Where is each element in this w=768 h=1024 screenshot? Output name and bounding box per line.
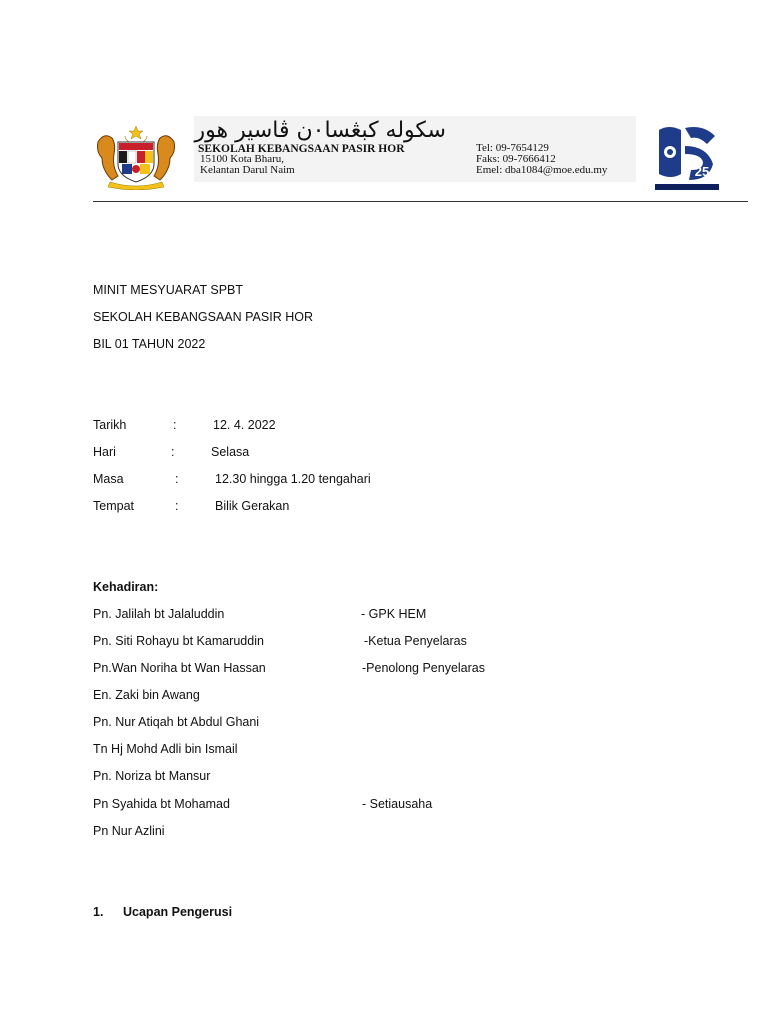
telephone: Tel: 09-7654129 (476, 142, 549, 154)
date-value: 12. 4. 2022 (213, 418, 276, 432)
attendee-role: - GPK HEM (361, 607, 427, 621)
day-value: Selasa (211, 445, 250, 459)
attendee-name: Tn Hj Mohd Adli bin Ismail (93, 742, 238, 756)
venue-colon: : (175, 499, 179, 513)
document-school-name: SEKOLAH KEBANGSAAN PASIR HOR (93, 310, 313, 324)
day-colon: : (171, 445, 175, 459)
attendance-heading: Kehadiran: (93, 580, 159, 594)
attendee-role: -Ketua Penyelaras (364, 634, 467, 648)
attendee-name: Pn. Noriza bt Mansur (93, 769, 211, 783)
address-line-1: 15100 Kota Bharu, (200, 153, 285, 165)
letterhead-divider (93, 201, 748, 202)
attendee-role: - Setiausaha (362, 797, 433, 811)
venue-label: Tempat (93, 499, 134, 513)
venue-value: Bilik Gerakan (215, 499, 290, 513)
attendee-name: Pn.Wan Noriha bt Wan Hassan (93, 661, 266, 675)
attendee-name: Pn. Nur Atiqah bt Abdul Ghani (93, 715, 260, 729)
attendee-role: -Penolong Penyelaras (362, 661, 485, 675)
section-title: Ucapan Pengerusi (123, 905, 233, 919)
attendee-name: Pn Syahida bt Mohamad (93, 797, 230, 811)
day-label: Hari (93, 445, 116, 459)
attendee-name: Pn. Siti Rohayu bt Kamaruddin (93, 634, 264, 648)
document-reference: BIL 01 TAHUN 2022 (93, 337, 206, 351)
email: Emel: dba1084@moe.edu.my (476, 164, 608, 176)
time-value: 12.30 hingga 1.20 tengahari (215, 472, 371, 486)
malaysia-coat-of-arms-logo (92, 124, 180, 190)
date-colon: : (173, 418, 177, 432)
school-name-jawi: سكوله كبڠسا٠ن ڤاسير هور (194, 118, 446, 143)
time-label: Masa (93, 472, 124, 486)
time-colon: : (175, 472, 179, 486)
school-letterhead-banner (194, 116, 636, 182)
fax: Faks: 09-7666412 (476, 153, 556, 165)
address-line-2: Kelantan Darul Naim (200, 164, 295, 176)
attendee-name: Pn. Jalilah bt Jalaluddin (93, 607, 225, 621)
date-label: Tarikh (93, 418, 127, 432)
ministry-25-anniversary-logo (655, 124, 719, 192)
logo-number: 25 (694, 164, 710, 179)
document-title: MINIT MESYUARAT SPBT (93, 283, 244, 297)
school-name: SEKOLAH KEBANGSAAN PASIR HOR (198, 143, 405, 155)
section-number: 1. (93, 905, 104, 919)
attendee-name: En. Zaki bin Awang (93, 688, 200, 702)
attendee-name: Pn Nur Azlini (93, 824, 165, 838)
